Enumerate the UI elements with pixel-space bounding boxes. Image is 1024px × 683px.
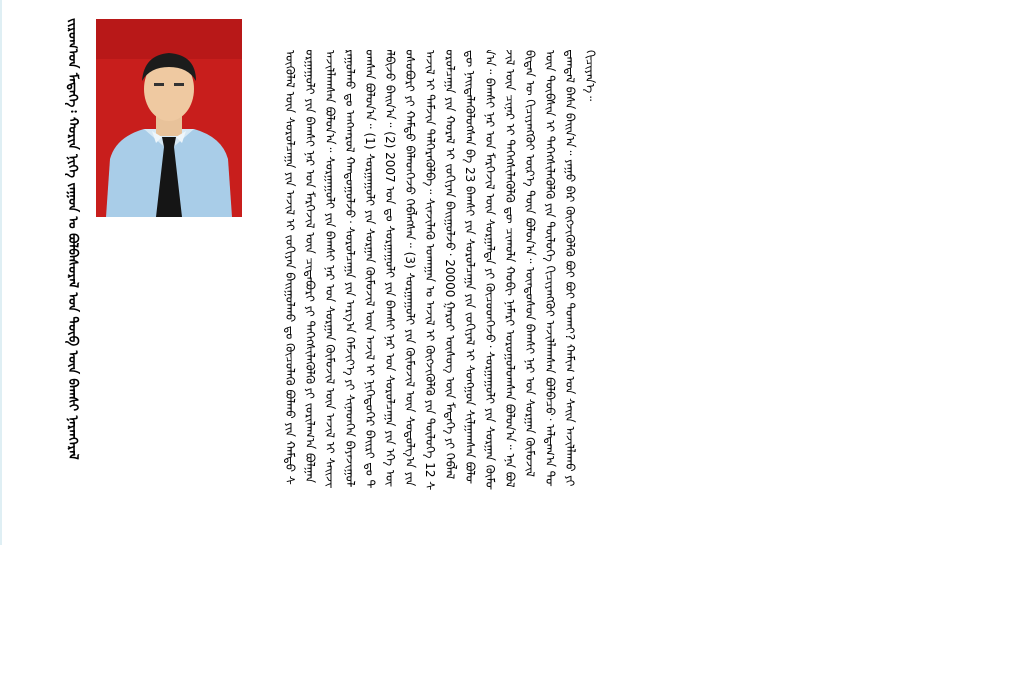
article-body	[280, 50, 870, 510]
portrait-photo	[96, 19, 242, 217]
left-edge-strip	[0, 0, 2, 545]
paragraph: (2) 2007 ᠣᠨ ᠳᠤ ᠰᠤᠷᠭᠠᠭᠤᠯᠢ ᠶᠢᠨ ᠪᠠᠭᠰᠢ ᠨᠠᠷ ᠤᠨ ᠰᠤᠷᠤᠯᠴᠠᠭᠠ ᠶᠢᠨ ᠡᠬᠡ ᠦᠦᠰᠦᠪᠦᠷᠢ ᠶᠢ ᠬᠠᠮᠲᠤ ᠪᠡᠯᠡᠳᠬᠡᠵᠤ ᠬᠡᠪᠯᠡᠭᠰᠡᠨ᠃	[383, 50, 417, 487]
paragraph: (1) ᠰᠤᠷᠭᠠᠭᠤᠯᠢ ᠶᠢᠨ ᠰᠤᠷᠭᠠᠨ ᠬᠥᠮᠦᠵᠢᠯ ᠦᠨ ᠠᠵᠢᠯ ᠢ ᠨᠢᠭᠡᠳᠦᠭᠡᠷ ᠪᠠᠢᠷᠢ ᠳᠤ ᠲᠠᠯᠪᠢᠵᠤ ᠪᠠᠢᠨ᠎ᠠ᠃	[363, 50, 397, 488]
paragraph: ᠬᠠᠮᠢᠭ ᠤᠨ ᠰᠠᠢᠨ ᠠᠵᠢᠯᠯᠠᠬᠤ ᠶᠢ ᠬᠢᠴᠢᠶᠡᠨ᠎ᠡ᠃	[563, 50, 597, 487]
paragraph: (3) ᠰᠤᠷᠭᠠᠭᠤᠯᠢ ᠶᠢᠨ ᠬᠦᠮᠦᠵᠢᠯ ᠦᠨ ᠰᠤᠳᠤᠯᠭ᠎ᠠ ᠶᠢᠨ ᠠᠵᠢᠯ ᠢ ᠳᠡᠮᠵᠢᠨ ᠳᠡᠯᠭᠡᠷᠡᠭᠦᠯᠪᠡ᠃	[403, 50, 437, 487]
caption-text: ᠵᠢᠷᠤᠭ᠎ᠤᠨ ᠮᠡᠳᠡᠭᠡ᠄ ᠬᠣᠷᠢᠨ ᠨᠢᠭᠡ ᠵᠠᠭᠤᠨ ᠤ ᠪᠣᠯᠪᠠᠰᠤᠷᠠᠯ ᠤᠨ ᠲᠦᠪ ᠦᠨ ᠪᠠᠭᠰᠢ ᠨᠠᠷᠠᠨᠭᠡᠷᠡᠯ	[65, 18, 80, 460]
photo-caption	[62, 18, 82, 463]
paragraph: ᠰᠢᠨᠵᠢᠯᠡᠬᠦ ᠤᠬᠠᠭᠠᠨ ᠤ ᠠᠵᠢᠯ ᠢ ᠬᠥᠭᠵᠢᠭᠦᠯᠬᠦ ᠶᠢᠨ ᠲᠥᠯᠥᠭᠡ 12 ᠰᠤᠷᠤᠯᠴᠠᠭᠠ ᠶᠢᠨ ᠬᠤᠷᠠᠯ ᠢ ᠵᠣᠬᠢᠶᠠᠨ ᠪᠠᠢᠭᠤᠯᠵᠤ᠂ 20000 ᠭᠠᠷᠤᠢ ᠦᠰᠦᠭ ᠦᠨ ᠮᠡᠳᠡᠭᠡ ᠶᠢ ᠬᠡᠪᠯᠡᠯ ᠳᠦ ᠨᠡᠢᠲᠡᠯᠡᠭᠦᠯᠦᠭᠰᠡᠨ ᠪᠠ 23 ᠪᠠᠭᠰᠢ ᠶᠢᠨ ᠰᠤᠷᠤᠯᠴᠠᠭᠠ ᠶᠢᠨ ᠵᠣᠬᠢᠶᠠᠯ ᠢ ᠰᠣᠩᠭᠣᠨ ᠰᠢᠯᠭᠠᠭᠰᠠᠨ ᠪᠣᠯᠤᠨ᠎ᠠ᠃ ᠪᠠᠭᠰᠢ ᠨᠠᠷ ᠤᠨ ᠮᠡᠷᠭᠡᠵᠢᠯ ᠦᠨ ᠰᠤᠷᠭᠠᠯᠲᠠ ᠶᠢ ᠬᠦᠴᠦᠳᠬᠡᠵᠦ᠂ ᠰᠤᠷᠭᠠᠭᠤᠯᠢ ᠶᠢᠨ ᠰᠤᠷᠭᠠᠨ ᠬᠥᠮᠦᠵᠢᠯ ᠦᠨ ᠴᠢᠨᠠᠷ ᠢ ᠳᠡᠭᠡᠭᠰᠢᠯᠡᠭᠦᠯᠬᠦ ᠳᠦ ᠴᠢᠬᠤᠯᠠ ᠬᠤᠪᠢ ᠨᠡᠮᠡᠷᠢ ᠣᠷᠤᠭᠤᠯᠤᠭᠰᠠᠨ ᠪᠣᠯᠤᠨ᠎ᠠ᠃ ᠡᠨᠡ ᠪᠣᠯ ᠪᠢᠳᠡᠨ ᠦ ᠬᠢᠴᠢᠶᠡᠩᠭᠦᠢ ᠦᠷ᠎ᠡ ᠳᠦᠨ ᠪᠣᠯᠤᠨ᠎ᠠ᠃	[423, 50, 537, 490]
paragraph: ᠦᠨᠳᠦᠰᠦᠨ ᠪᠠᠭᠰᠢ ᠨᠠᠷ ᠤᠨ ᠰᠤᠷᠭᠠᠨ ᠬᠥᠮᠦᠵᠢᠯ ᠦᠨ ᠲᠥᠪᠰᠢᠨ ᠢ ᠳᠡᠭᠡᠭᠰᠢᠯᠡᠭᠦᠯᠬᠦ ᠶᠢᠨ ᠲᠥᠯᠥᠭᠡ ᠬᠢᠴᠢᠶᠡᠩᠭᠦᠢ ᠠᠵᠢᠯᠯᠠᠭᠰᠠᠨ ᠪᠣᠯᠪᠠᠴᠤ᠂ ᠠᠯᠳᠠᠭ᠎ᠠ ᠳᠤᠲᠠᠭᠳᠠᠯ ᠪᠠᠰᠠ ᠪᠠᠢᠨ᠎ᠠ᠃ ᠶᠠᠭᠤ ᠪᠠᠷ ᠬᠥᠭᠵᠢᠭᠦᠯᠬᠦ ᠪᠤᠢ ᠪᠤᠢ ᠲᠤᠬᠠᠢ?	[523, 50, 577, 486]
paragraph: ᠰᠤᠷᠭᠠᠭᠤᠯᠢ ᠶᠢᠨ ᠪᠠᠭᠰᠢ ᠨᠠᠷ ᠤᠨ ᠰᠤᠷᠭᠠᠨ ᠬᠥᠮᠦᠵᠢᠯ ᠦᠨ ᠠᠵᠢᠯ ᠢ ᠰᠠᠢᠵᠢᠷᠠᠭᠤᠯᠬᠤ ᠳᠤ ᠠᠩᠬᠠᠷᠤᠯ ᠬᠠᠨᠳᠤᠭᠤᠯᠵᠤ᠂ ᠰᠤᠷᠤᠯᠴᠠᠭᠠ ᠶᠢᠨ ᠠᠷᠭ᠎ᠠ ᠬᠡᠮᠵᠢᠶ᠎ᠡ ᠶᠢ ᠰᠢᠨᠡᠳᠬᠡᠨ ᠪᠠᠶᠠᠵᠢᠭᠤᠯᠤᠭᠰᠠᠨ ᠪᠣᠯᠤᠨ᠎ᠠ᠃	[323, 50, 377, 488]
article-text	[280, 50, 600, 490]
portrait-illustration	[96, 19, 242, 217]
paragraph: ᠦᠭᠦᠯᠡᠯ ᠦᠨ ᠰᠤᠷᠤᠯᠴᠠᠭᠠ ᠶᠢᠨ ᠠᠵᠢᠯ ᠢ ᠵᠣᠬᠢᠶᠠᠨ ᠪᠠᠢᠭᠤᠯᠬᠤ ᠳᠤ ᠬᠦᠴᠦᠯᠡᠬᠦ ᠪᠣᠯᠬᠤ ᠶᠢᠨ ᠬᠠᠮᠲᠤ ᠰᠤᠷᠭᠠᠭᠤᠯᠢ ᠶᠢᠨ ᠪᠠᠭᠰᠢ ᠨᠠᠷ ᠤᠨ ᠮᠡᠷᠭᠡᠵᠢᠯ ᠦᠨ ᠴᠢᠳᠠᠪᠤᠷᠢ ᠶᠢ ᠳᠡᠭᠡᠭᠰᠢᠯᠡᠭᠦᠯᠬᠦ ᠶᠢ ᠵᠣᠷᠢᠯᠠᠭ᠎ᠠ ᠪᠣᠯᠭᠠᠨ ᠠᠵᠢᠯᠯᠠᠭᠰᠠᠨ ᠪᠣᠯᠤᠨ᠎ᠠ᠃	[283, 50, 337, 484]
